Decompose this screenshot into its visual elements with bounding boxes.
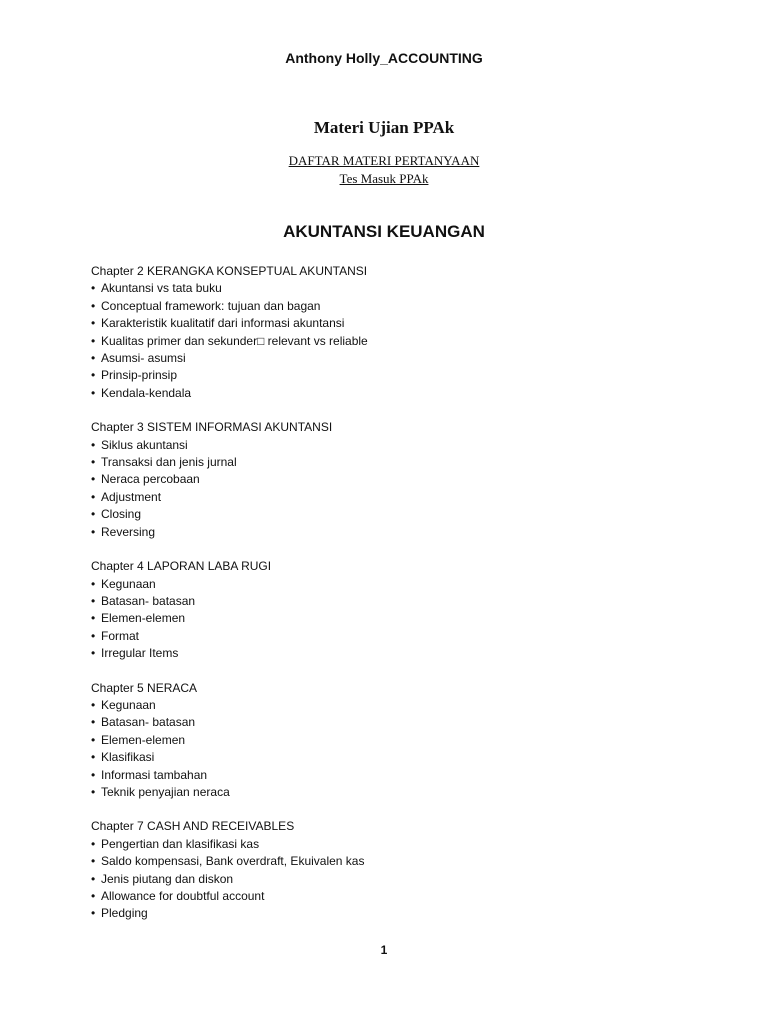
topic-item: • Pengertian dan klasifikasi kas bbox=[91, 836, 711, 853]
topic-item: • Jenis piutang dan diskon bbox=[91, 871, 711, 888]
topic-item: • Klasifikasi bbox=[91, 749, 711, 766]
topic-item: • Elemen-elemen bbox=[91, 732, 711, 749]
topic-item: • Transaksi dan jenis jurnal bbox=[91, 454, 711, 471]
topic-item: • Siklus akuntansi bbox=[91, 437, 711, 454]
chapter-list bbox=[91, 263, 711, 940]
chapter-block bbox=[91, 263, 711, 402]
topic-item: • Pledging bbox=[91, 905, 711, 922]
topic-item: • Format bbox=[91, 628, 711, 645]
topic-list bbox=[91, 437, 711, 541]
topic-item: • Teknik penyajian neraca bbox=[91, 784, 711, 801]
topic-item: • Allowance for doubtful account bbox=[91, 888, 711, 905]
chapter-heading: Chapter 7 CASH AND RECEIVABLES bbox=[91, 819, 295, 834]
topic-list bbox=[91, 576, 711, 663]
topic-item: • Kualitas primer dan sekunder□ relevant vs reliable bbox=[91, 333, 711, 350]
chapter-block bbox=[91, 419, 711, 541]
topic-item: • Reversing bbox=[91, 524, 711, 541]
topic-item: • Conceptual framework: tujuan dan bagan bbox=[91, 298, 711, 315]
topic-list bbox=[91, 697, 711, 801]
chapter-heading: Chapter 5 NERACA bbox=[91, 680, 198, 695]
chapter-block bbox=[91, 558, 711, 662]
document-subtitle-secondary: Tes Masuk PPAk bbox=[339, 171, 429, 186]
document-subtitle-primary: DAFTAR MATERI PERTANYAAN bbox=[288, 153, 480, 168]
chapter-heading: Chapter 3 SISTEM INFORMASI AKUNTANSI bbox=[91, 420, 333, 435]
chapter-heading: Chapter 4 LAPORAN LABA RUGI bbox=[91, 559, 272, 574]
chapter-block bbox=[91, 818, 711, 922]
topic-item: • Adjustment bbox=[91, 489, 711, 506]
topic-item: • Batasan- batasan bbox=[91, 714, 711, 731]
topic-list bbox=[91, 280, 711, 402]
section-title: AKUNTANSI KEUANGAN bbox=[283, 222, 485, 241]
chapter-block bbox=[91, 680, 711, 802]
chapter-heading: Chapter 2 KERANGKA KONSEPTUAL AKUNTANSI bbox=[91, 264, 368, 278]
topic-item: • Akuntansi vs tata buku bbox=[91, 280, 711, 297]
page-number: 1 bbox=[380, 943, 388, 957]
topic-item: • Prinsip-prinsip bbox=[91, 367, 711, 384]
topic-item: • Neraca percobaan bbox=[91, 471, 711, 488]
topic-item: • Irregular Items bbox=[91, 645, 711, 662]
topic-item: • Kendala-kendala bbox=[91, 385, 711, 402]
topic-item: • Elemen-elemen bbox=[91, 610, 711, 627]
topic-item: • Kegunaan bbox=[91, 697, 711, 714]
topic-item: • Asumsi- asumsi bbox=[91, 350, 711, 367]
topic-list bbox=[91, 836, 711, 923]
author-header: Anthony Holly_ACCOUNTING bbox=[285, 50, 483, 66]
topic-item: • Karakteristik kualitatif dari informasi akuntansi bbox=[91, 315, 711, 332]
topic-item: • Kegunaan bbox=[91, 576, 711, 593]
topic-item: • Batasan- batasan bbox=[91, 593, 711, 610]
topic-item: • Saldo kompensasi, Bank overdraft, Ekuivalen kas bbox=[91, 853, 711, 870]
topic-item: • Closing bbox=[91, 506, 711, 523]
document-title: Materi Ujian PPAk bbox=[313, 118, 455, 137]
topic-item: • Informasi tambahan bbox=[91, 767, 711, 784]
